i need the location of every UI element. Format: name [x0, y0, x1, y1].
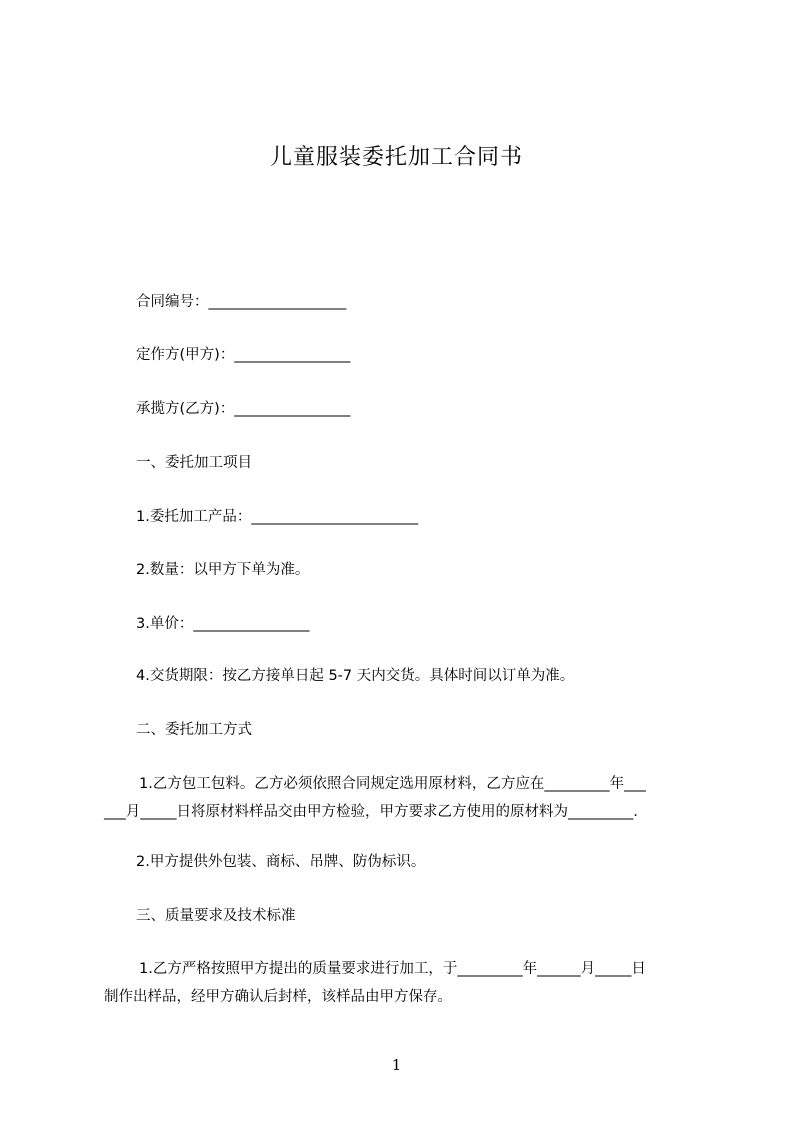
party-a-line: 定作方(甲方)：________________ — [136, 347, 351, 363]
document-title: 儿童服装委托加工合同书 — [269, 145, 523, 170]
section-heading-2: 二、委托加工方式 — [136, 722, 252, 738]
clause-1-2: 2.数量：以甲方下单为准。 — [136, 562, 310, 578]
clause-1-4: 4.交货期限：按乙方接单日起 5-7 天内交货。具体时间以订单为准。 — [136, 668, 575, 684]
clause-1-3: 3.单价：________________ — [136, 616, 310, 632]
section-heading-3: 三、质量要求及技术标准 — [136, 908, 296, 924]
section-heading-1: 一、委托加工项目 — [136, 455, 252, 471]
clause-2-2: 2.甲方提供外包装、商标、吊牌、防伪标识。 — [136, 854, 426, 870]
clause-1-1: 1.委托加工产品：_______________________ — [136, 509, 419, 525]
clause-3-1-line-2: 制作出样品，经甲方确认后封样，该样品由甲方保存。 — [104, 989, 452, 1005]
contract-number-line: 合同编号：___________________ — [136, 294, 347, 310]
party-b-line: 承揽方(乙方)：________________ — [136, 401, 351, 417]
clause-2-1-line-1: 1.乙方包工包料。乙方必须依照合同规定选用原材料，乙方应在_________年___ — [139, 776, 646, 792]
clause-3-1-line-1: 1.乙方严格按照甲方提出的质量要求进行加工，于_________年______月_____日 — [139, 961, 646, 977]
page-number: 1 — [391, 1056, 402, 1074]
clause-2-1-line-2: ___月_____日将原材料样品交由甲方检验，甲方要求乙方使用的原材料为_________. — [104, 804, 638, 820]
